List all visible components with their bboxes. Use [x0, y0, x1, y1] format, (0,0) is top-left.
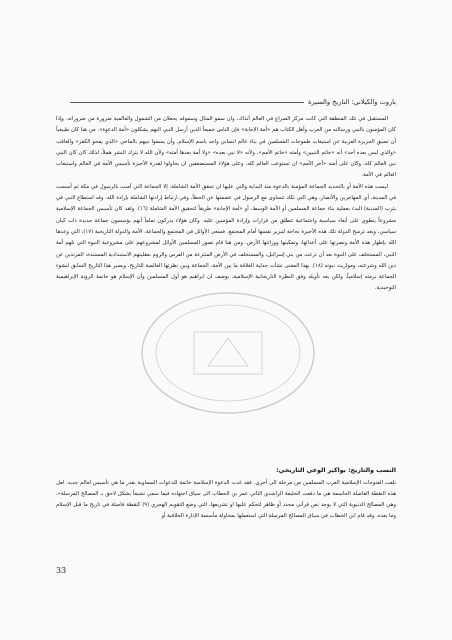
section-heading: النسب والتاريخ: بواكير الوعي التاريخي: — [276, 467, 396, 474]
running-header-author: باروت والكيلاني: التاريخ والسيرة — [308, 98, 396, 106]
running-header-rule — [70, 102, 304, 103]
page-number: 33 — [56, 566, 67, 575]
main-body-text — [56, 114, 396, 295]
body-paragraph-2: ليست هذه الأمة أو بالتحديد الجماعة المؤمنة بالدعوة منذ البداية والتي عليها ان تحقق الأمة الشاملة، إلا الجماعة التي آمنت بالرسول في مكة ثم أسست في المدينة، أي المهاجرين والأنصار، وهي التي تكاد تتساوى مع الرسول في عصمتها عن الخطأ، وفي ارتباط إرادتها الشاملة بإرادة الله. وقد استطاع النبي في يثرب (المدينة) البدء بعملية بناء جماعة المسلمين أو الأمة الوسط، أو «أمة الإجابة» طريقاً لتحقيق الأمة الشاملة (١٦). ولقد كان تأسيس الجماعة الإسلامية مشروعاً ينطوي على أبعاد سياسية واجتماعية تتطلق من قرارات وإرادة المؤمنين عليه. وكان هؤلاء يدركون تماماً أنهم يؤسسون جماعة جديدة ذات كيان سياسي، وبعد ترسخ الدولة تلك هذه الأخيرة بحاجة لتبرير نفسها أمام المجتمع. فسعى الأوائل في المجتمع والجماعة، الأمة والدولة التاريخية (١٧)، التي وعدها الله بإظهار هذه الأمة ونصرتها على أعدائها، وتمكينها ووراثتها الأرض. ومن هنا قام تصور المسلمين الأوائل لمشروعهم على مشروعية النبوة التي تلهم أمة النبي، المستخلف على النبوة بعد أن نزعت من بني إسرائيل، والمستخلف في الأرض المنتزعة من الفرس والروم بعقليتهم الاستبدادية المستبدة، المرتدين عن دين الله وشرعته، ومواريث نبوته (١٨). بهذا المعنى نشأت جدلية العلاقة ما بين الأمة، الجماعة وبين نظرتها العالمية للتاريخ، ويصير هذا التاريخ السابق لنشوء الجماعة برمته إسلامياً، ولكن بعد تأويله وفق النظرة التاريخانية الإسلامية، بوصف ان ابراهيم هو أول المسلمين وأن الإسلام هو خاتمة الرؤية الإبراهيمية التوحيدية. — [56, 183, 396, 292]
library-stamp-watermark — [138, 288, 318, 418]
body-paragraph-1: المستقبل في تلك المنطقة التي كانت مركز الصراع في العالم آنذاك، وان سمو المثال وسموقه يجعلان من الشمول والعالمية ضرورة من ضروراته. وإذا كان المؤمنون بالنبي ورسالته من العرب وأهل الكتاب هم «أمة الإجابة» فإن الناس جميعاً الذين أرسل النبي اليهم يشكلون «أمة الدعوة». من هنا كان طبيعياً أن تضيق الجزيرة العربية عن استيعاب طموحات المسلمين في بناء عالم انساني واحد باسم الإسلام، وأن يسموا نبيهم بالماحي «الذي يمحو الكفر» والعاقب «والذي ليس بعده أحد» أنه «خاتم النبيين» وأمته «خاتم الأمم»، ولأنه «لا نبي بعده» «ولا أمة بعدها أمته» ولأن الله لا يترك البشر هملاً، لذلك كان كان النبي نبي العالم كله، وكان على أمته «آخر الأمم» ان تستوعب العالم كله. وعلى هؤلاء المستضعفين ان يحاولوا لقدرة الأخيرة تأسيس الأمة في العالم واستيعاب العالم في الأمة. — [56, 116, 396, 179]
section-body-text — [56, 478, 396, 522]
section-paragraph: تلفت الفتوحات الإسلامية العرب المسلمين من مرحلة الى أخرى. فقد غدت الدعوة الإسلامية خاتمة للدعوات السماوية بقدر ما هي تأسيس لعالم جديد. لعل هذه النقطة الفاصلة الحاسمة هي ما دفعت الخليفة الراشدي الثاني عمر بن الخطاب الى سياق اجتهاده فيما سمي تشيعاً بشكل لاحق بـ المصالح المرسلة»، وهي المصالح الدنيوية التي لا يوجد نص قرآني محدد أو ظاهر لتحكم عليها او تشريعها، التي وضع التقويم الهجري (٩) كنقطة فاصلة في تاريخ ما قبل الإسلام وما بعده. وقد قام ابن الخطاب في سياق المصالح المرسلة التي استعملها بمحاولة مأسسة الإدارة الخلافية أو — [56, 480, 396, 520]
running-header — [66, 96, 396, 108]
